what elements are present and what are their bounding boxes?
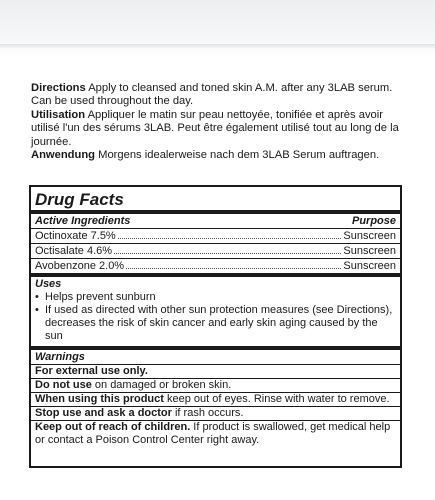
use-item [31,291,400,304]
dot-leader [114,253,341,254]
warning-lead: Stop use and ask a doctor [35,407,172,419]
ingredient-purpose: Sunscreen [343,230,396,242]
bullet-glyph: • [35,291,39,303]
warning-text: if rash occurs. [171,407,244,419]
warning-lead: Keep out of reach of children. [35,421,191,433]
warning-row [31,406,400,420]
ingredient-name: Octinoxate 7.5% [35,230,116,242]
drug-facts-panel [29,185,402,468]
anwendung-text: Morgens idealerweise nach dem 3LAB Serum auftragen. [95,149,380,162]
directions-block [31,82,411,162]
package-top-edge [0,0,435,58]
warning-row [31,420,400,447]
warning-lead: When using this product [35,393,164,405]
warning-text: on damaged or broken skin. [91,379,232,391]
ingredient-row [31,243,400,258]
active-ingredients-header: Active Ingredients [35,215,131,227]
ingredients-header-row [31,214,400,228]
use-item [31,304,400,343]
anwendung-label: Anwendung [31,149,96,162]
warning-row [31,378,400,392]
ingredient-name: Avobenzone 2.0% [35,260,125,272]
warning-lead: Do not use [35,379,92,391]
warning-text: keep out of eyes. Rinse with water to remove. [163,393,390,405]
directions-text: Apply to cleansed and toned skin A.M. after any 3LAB serum. Can be used throughout the day. [31,82,393,108]
ingredient-row [31,258,400,273]
dot-leader [126,268,341,269]
uses-header: Uses [35,278,62,290]
warnings-header: Warnings [35,351,85,363]
directions-german [31,149,411,162]
ingredient-purpose: Sunscreen [343,260,396,272]
use-text: Helps prevent sunburn [45,291,156,303]
ingredient-row [31,228,400,243]
use-text: If used as directed with other sun protection measures (see Directions), decreases the risk of skin cancer and early skin aging caused by the sun [45,304,393,342]
ingredient-name: Octisalate 4.6% [35,245,113,257]
directions-label: Directions [31,82,86,94]
utilisation-label: Utilisation [31,108,86,121]
purpose-header: Purpose [351,215,396,227]
warning-row [31,392,400,406]
directions-french [31,109,411,149]
bullet-glyph: • [35,304,39,316]
ingredient-purpose: Sunscreen [343,245,396,257]
warning-text: If product is swallowed, get medical help or contact a Poison Control Center right away. [35,421,391,446]
drug-facts-title: Drug Facts [35,190,124,209]
utilisation-text: Appliquer le matin sur peau nettoyée, tonifiée et après avoir utilisé l'un des sérums 3LAB. Peut être également utilisé tout au long de la journée. [31,108,399,148]
warning-row [31,364,400,378]
directions-english [31,82,411,109]
dot-leader [118,238,342,239]
warning-lead: For external use only. [35,365,148,377]
package-fold-ridge [0,44,435,48]
